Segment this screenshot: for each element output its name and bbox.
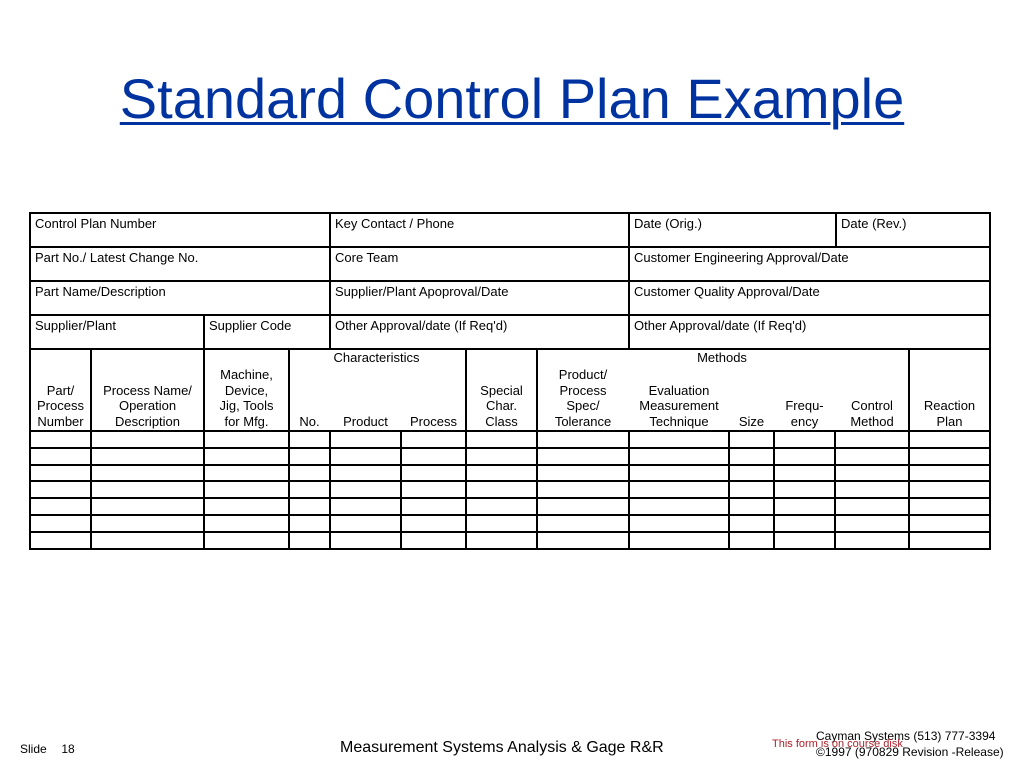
header-field-label: Core Team	[335, 250, 399, 265]
header-field-label: Customer Quality Approval/Date	[634, 284, 820, 299]
column-header-line: Method	[850, 413, 894, 429]
table-row	[29, 480, 991, 482]
column-header-line: Process	[559, 382, 607, 398]
header-field-label: Part No./ Latest Change No.	[35, 250, 199, 265]
column-header-line: Tolerance	[554, 413, 612, 429]
column-header-line: Class	[485, 413, 518, 429]
column-header-line: Evaluation	[648, 382, 710, 398]
slide-title: Standard Control Plan Example	[119, 67, 905, 130]
column-header-line: Description	[114, 413, 181, 429]
column-header-line: Size	[738, 413, 765, 429]
column-header-line: Machine,	[220, 367, 273, 382]
column-header	[329, 414, 402, 430]
header-field-label: Supplier/Plant Apoproval/Date	[335, 284, 509, 299]
slide-number: 18	[61, 742, 75, 756]
characteristics-group-header: Characteristics	[333, 350, 420, 365]
table-row	[29, 531, 991, 533]
column-header-line: No.	[299, 413, 320, 429]
column-header	[834, 398, 910, 429]
table-row	[29, 464, 991, 466]
column-header-line: Control	[851, 398, 893, 413]
column-header-line: Process	[410, 413, 457, 429]
column-header	[203, 367, 290, 429]
course-disk-note: This form is on course disk	[772, 738, 903, 750]
column-header-line: Measurement	[639, 398, 719, 413]
column-header-line: Device,	[224, 382, 269, 398]
footer-copyright: ©1997 (970829 Revision -Release)	[816, 745, 1004, 759]
column-header-line: Operation	[118, 398, 177, 413]
header-field-label: Other Approval/date (If Req'd)	[634, 318, 807, 333]
column-header-line: ency	[790, 413, 819, 429]
column-header	[728, 414, 775, 430]
column-header-line: Spec/	[566, 398, 600, 413]
header-field-label: Control Plan Number	[35, 216, 157, 231]
column-header-line: Frequ-	[785, 398, 824, 413]
column-header	[29, 383, 92, 430]
footer-center-title: Measurement Systems Analysis & Gage R&R	[340, 739, 664, 756]
column-header-line: Product/	[558, 367, 608, 382]
column-header	[773, 398, 836, 429]
header-field-label: Supplier Code	[209, 318, 292, 333]
column-divider	[908, 348, 910, 550]
column-header-line: Char.	[485, 398, 518, 413]
column-header-bottom-rule	[29, 430, 991, 432]
column-header-line: Process Name/	[103, 382, 192, 398]
header-field-label: Date (Orig.)	[634, 216, 702, 231]
column-header-line: Part/	[46, 382, 75, 398]
header-field-label: Part Name/Description	[35, 284, 166, 299]
column-header	[908, 398, 991, 429]
slide-label-text: Slide	[20, 742, 47, 756]
column-divider	[90, 348, 92, 550]
footer-company-contact: Cayman Systems (513) 777-3394	[816, 729, 996, 743]
column-header	[536, 367, 630, 429]
column-header-line: Process	[37, 398, 84, 413]
table-row	[29, 497, 991, 499]
header-field-label: Other Approval/date (If Req'd)	[335, 318, 508, 333]
column-header-line: Plan	[936, 413, 963, 429]
column-header	[628, 383, 730, 430]
column-header-line: for Mfg.	[224, 413, 269, 429]
column-divider	[465, 348, 467, 550]
column-header-line: Reaction	[923, 398, 976, 413]
column-header-line: Number	[37, 413, 84, 429]
header-field-label: Key Contact / Phone	[335, 216, 455, 231]
column-header-line: Special	[480, 382, 523, 398]
slide-label	[20, 742, 75, 756]
column-header	[288, 414, 331, 430]
column-header	[90, 383, 205, 430]
column-header	[465, 383, 538, 430]
header-field-label: Supplier/Plant	[35, 318, 116, 333]
column-header-line: Product	[343, 413, 388, 429]
header-field-label: Date (Rev.)	[841, 216, 907, 231]
table-row	[29, 447, 991, 449]
table-row	[29, 548, 991, 550]
header-field-label: Customer Engineering Approval/Date	[634, 250, 849, 265]
column-header	[400, 414, 467, 430]
table-row	[29, 514, 991, 516]
column-header-line: Jig, Tools	[219, 398, 274, 413]
column-header-line: Technique	[649, 413, 709, 429]
methods-group-header: Methods	[697, 350, 747, 365]
form-right-border	[989, 212, 991, 550]
